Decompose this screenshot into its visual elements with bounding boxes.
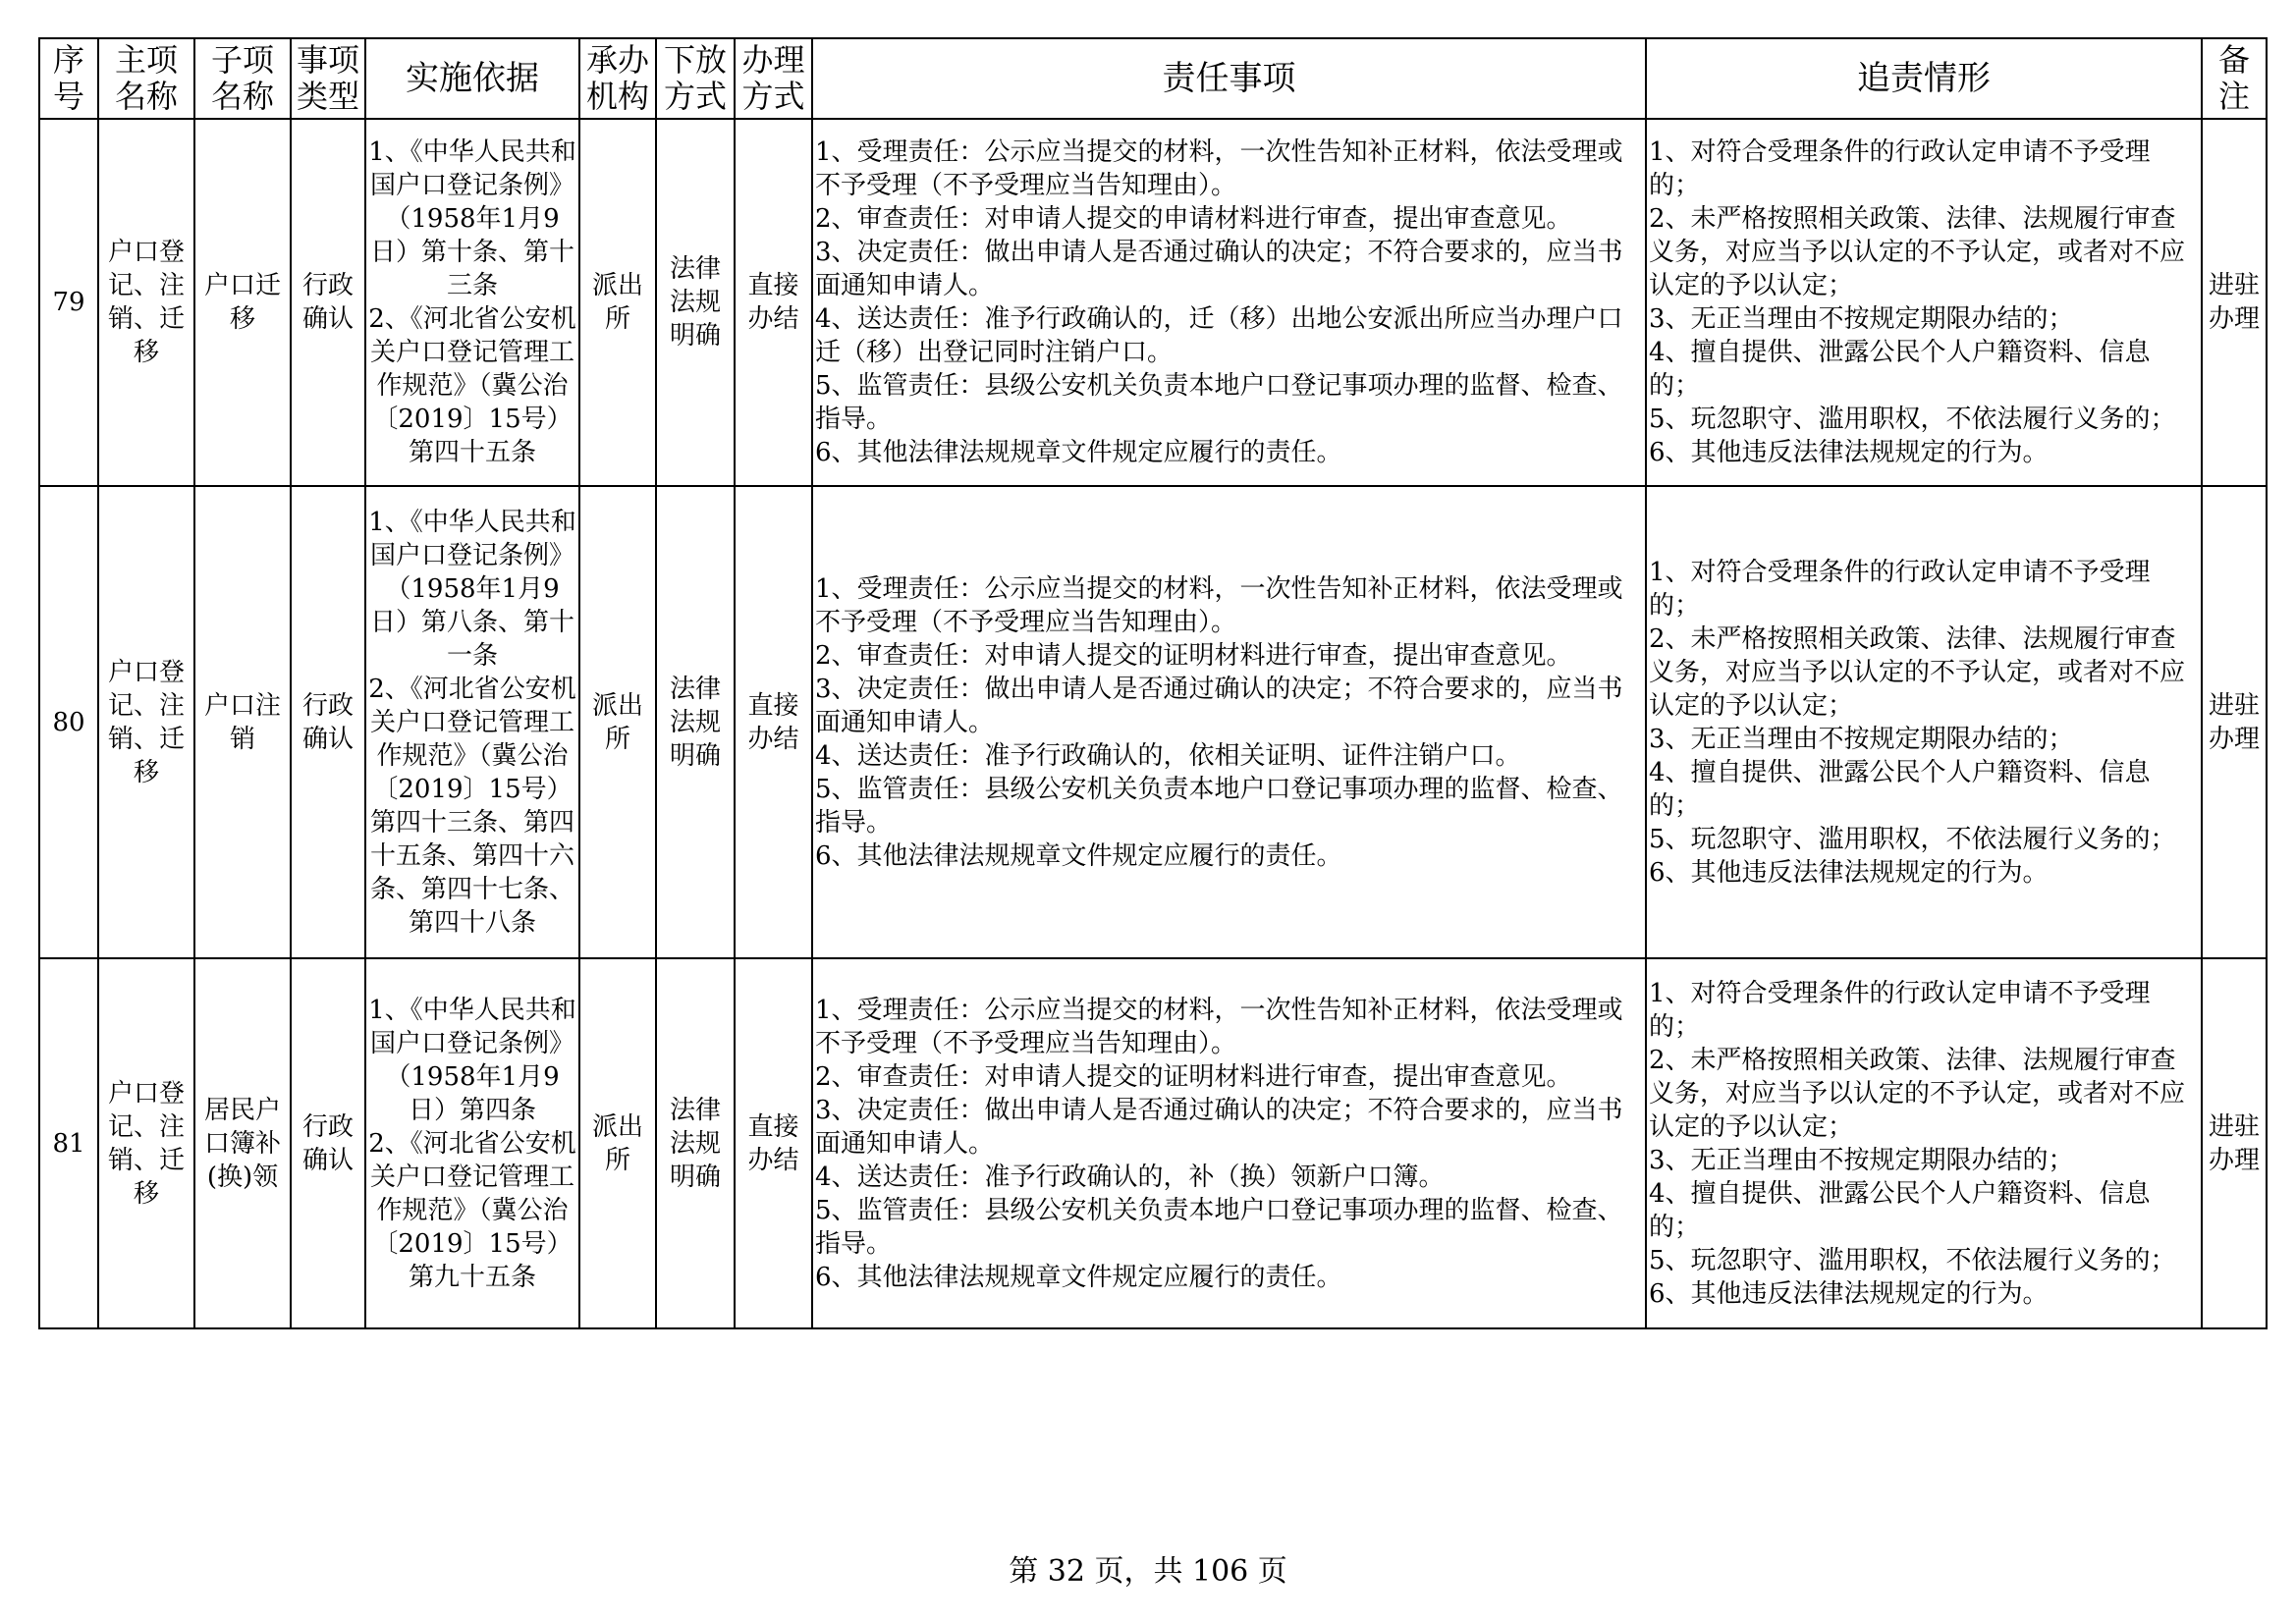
header-agency: 承办机构: [579, 38, 656, 119]
cell-remarks: 进驻办理: [2202, 119, 2267, 486]
cell-agency: 派出所: [579, 119, 656, 486]
cell-handling: 直接办结: [735, 486, 812, 958]
duty-line: 4、送达责任：准予行政确认的，依相关证明、证件注销户口。: [815, 740, 1521, 771]
cell-delegation: 法律法规明确: [656, 958, 735, 1328]
accountability-line: 1、对符合受理条件的行政认定申请不予受理的；: [1649, 978, 2151, 1042]
cell-main-item: 户口登记、注销、迁移: [98, 958, 194, 1328]
accountability-line: 3、无正当理由不按规定期限办结的；: [1649, 1145, 2074, 1175]
cell-basis: 1、《中华人民共和国户口登记条例》（1958年1月9日）第八条、第十一条 2、《河北省公安机关户口登记管理工作规范》（冀公治〔2019〕15号）第四十三条、第四十五条、第四十六条、第四十七条、第四十八条: [365, 486, 579, 958]
cell-item-type: 行政确认: [291, 486, 365, 958]
header-remarks: 备注: [2202, 38, 2267, 119]
cell-accountability: [1646, 486, 2202, 958]
cell-main-item: 户口登记、注销、迁移: [98, 119, 194, 486]
duty-line: 1、受理责任：公示应当提交的材料，一次性告知补正材料，依法受理或不予受理（不予受理应当告知理由）。: [815, 137, 1623, 200]
accountability-line: 5、玩忽职守、滥用职权，不依法履行义务的；: [1649, 1245, 2176, 1275]
accountability-line: 3、无正当理由不按规定期限办结的；: [1649, 724, 2074, 754]
accountability-line: 6、其他违反法律法规规定的行为。: [1649, 857, 2049, 888]
header-duties: 责任事项: [812, 38, 1646, 119]
cell-duties: [812, 486, 1646, 958]
duty-line: 1、受理责任：公示应当提交的材料，一次性告知补正材料，依法受理或不予受理（不予受理应当告知理由）。: [815, 995, 1623, 1058]
accountability-line: 6、其他违反法律法规规定的行为。: [1649, 1278, 2049, 1309]
cell-seq: 80: [39, 486, 98, 958]
duty-line: 3、决定责任：做出申请人是否通过确认的决定；不符合要求的，应当书面通知申请人。: [815, 238, 1623, 300]
cell-accountability: [1646, 958, 2202, 1328]
accountability-line: 3、无正当理由不按规定期限办结的；: [1649, 304, 2074, 334]
header-accountability: 追责情形: [1646, 38, 2202, 119]
duty-line: 3、决定责任：做出申请人是否通过确认的决定；不符合要求的，应当书面通知申请人。: [815, 1095, 1623, 1159]
cell-item-type: 行政确认: [291, 958, 365, 1328]
header-seq: 序号: [39, 38, 98, 119]
table-row: [39, 486, 2267, 958]
cell-agency: 派出所: [579, 486, 656, 958]
table-row: [39, 119, 2267, 486]
cell-main-item: 户口登记、注销、迁移: [98, 486, 194, 958]
duty-line: 2、审查责任：对申请人提交的申请材料进行审查，提出审查意见。: [815, 204, 1572, 234]
cell-seq: 79: [39, 119, 98, 486]
accountability-line: 2、未严格按照相关政策、法律、法规履行审查义务，对应当予以认定的不予认定，或者对不应认定的予以认定；: [1649, 1045, 2186, 1142]
table-row: [39, 958, 2267, 1328]
cell-remarks: 进驻办理: [2202, 486, 2267, 958]
duty-line: 6、其他法律法规规章文件规定应履行的责任。: [815, 438, 1342, 467]
accountability-line: 2、未严格按照相关政策、法律、法规履行审查义务，对应当予以认定的不予认定，或者对不应认定的予以认定；: [1649, 623, 2186, 721]
cell-sub-item: 户口注销: [194, 486, 291, 958]
cell-item-type: 行政确认: [291, 119, 365, 486]
duty-line: 4、送达责任：准予行政确认的，迁（移）出地公安派出所应当办理户口迁（移）出登记同时注销户口。: [815, 304, 1623, 367]
header-sub-item: 子项名称: [194, 38, 291, 119]
header-basis: 实施依据: [365, 38, 579, 119]
cell-remarks: 进驻办理: [2202, 958, 2267, 1328]
cell-delegation: 法律法规明确: [656, 119, 735, 486]
cell-agency: 派出所: [579, 958, 656, 1328]
header-main-item: 主项名称: [98, 38, 194, 119]
accountability-line: 4、擅自提供、泄露公民个人户籍资料、信息的；: [1649, 338, 2151, 401]
accountability-line: 4、擅自提供、泄露公民个人户籍资料、信息的；: [1649, 1178, 2151, 1242]
accountability-line: 4、擅自提供、泄露公民个人户籍资料、信息的；: [1649, 757, 2151, 821]
cell-accountability: [1646, 119, 2202, 486]
duty-line: 6、其他法律法规规章文件规定应履行的责任。: [815, 840, 1342, 871]
duty-line: 3、决定责任：做出申请人是否通过确认的决定；不符合要求的，应当书面通知申请人。: [815, 674, 1623, 737]
duty-line: 5、监管责任：县级公安机关负责本地户口登记事项办理的监督、检查、指导。: [815, 774, 1623, 838]
accountability-line: 5、玩忽职守、滥用职权，不依法履行义务的；: [1649, 405, 2176, 434]
duty-line: 1、受理责任：公示应当提交的材料，一次性告知补正材料，依法受理或不予受理（不予受理应当告知理由）。: [815, 573, 1623, 637]
header-handling: 办理方式: [735, 38, 812, 119]
header-item-type: 事项类型: [291, 38, 365, 119]
header-delegation: 下放方式: [656, 38, 735, 119]
cell-handling: 直接办结: [735, 958, 812, 1328]
cell-basis: 1、《中华人民共和国户口登记条例》（1958年1月9日）第四条 2、《河北省公安机关户口登记管理工作规范》（冀公治〔2019〕15号）第九十五条: [365, 958, 579, 1328]
cell-sub-item: 居民户口簿补(换)领: [194, 958, 291, 1328]
accountability-line: 1、对符合受理条件的行政认定申请不予受理的；: [1649, 137, 2151, 200]
accountability-line: 1、对符合受理条件的行政认定申请不予受理的；: [1649, 557, 2151, 621]
duty-line: 5、监管责任：县级公安机关负责本地户口登记事项办理的监督、检查、指导。: [815, 1195, 1623, 1259]
responsibility-table: [38, 37, 2268, 1329]
duty-line: 2、审查责任：对申请人提交的证明材料进行审查，提出审查意见。: [815, 640, 1572, 671]
cell-handling: 直接办结: [735, 119, 812, 486]
accountability-line: 2、未严格按照相关政策、法律、法规履行审查义务，对应当予以认定的不予认定，或者对不应认定的予以认定；: [1649, 204, 2186, 300]
cell-sub-item: 户口迁移: [194, 119, 291, 486]
table-header-row: [39, 38, 2267, 119]
duty-line: 5、监管责任：县级公安机关负责本地户口登记事项办理的监督、检查、指导。: [815, 371, 1623, 434]
page-number: 第 32 页，共 106 页: [1009, 1554, 1287, 1589]
duty-line: 2、审查责任：对申请人提交的证明材料进行审查，提出审查意见。: [815, 1061, 1572, 1092]
cell-basis: 1、《中华人民共和国户口登记条例》（1958年1月9日）第十条、第十三条 2、《河北省公安机关户口登记管理工作规范》（冀公治〔2019〕15号）第四十五条: [365, 119, 579, 486]
cell-duties: [812, 119, 1646, 486]
cell-delegation: 法律法规明确: [656, 486, 735, 958]
accountability-line: 6、其他违反法律法规规定的行为。: [1649, 438, 2049, 467]
duty-line: 4、送达责任：准予行政确认的，补（换）领新户口簿。: [815, 1162, 1445, 1192]
cell-duties: [812, 958, 1646, 1328]
accountability-line: 5、玩忽职守、滥用职权，不依法履行义务的；: [1649, 824, 2176, 854]
duty-line: 6、其他法律法规规章文件规定应履行的责任。: [815, 1262, 1342, 1292]
cell-seq: 81: [39, 958, 98, 1328]
